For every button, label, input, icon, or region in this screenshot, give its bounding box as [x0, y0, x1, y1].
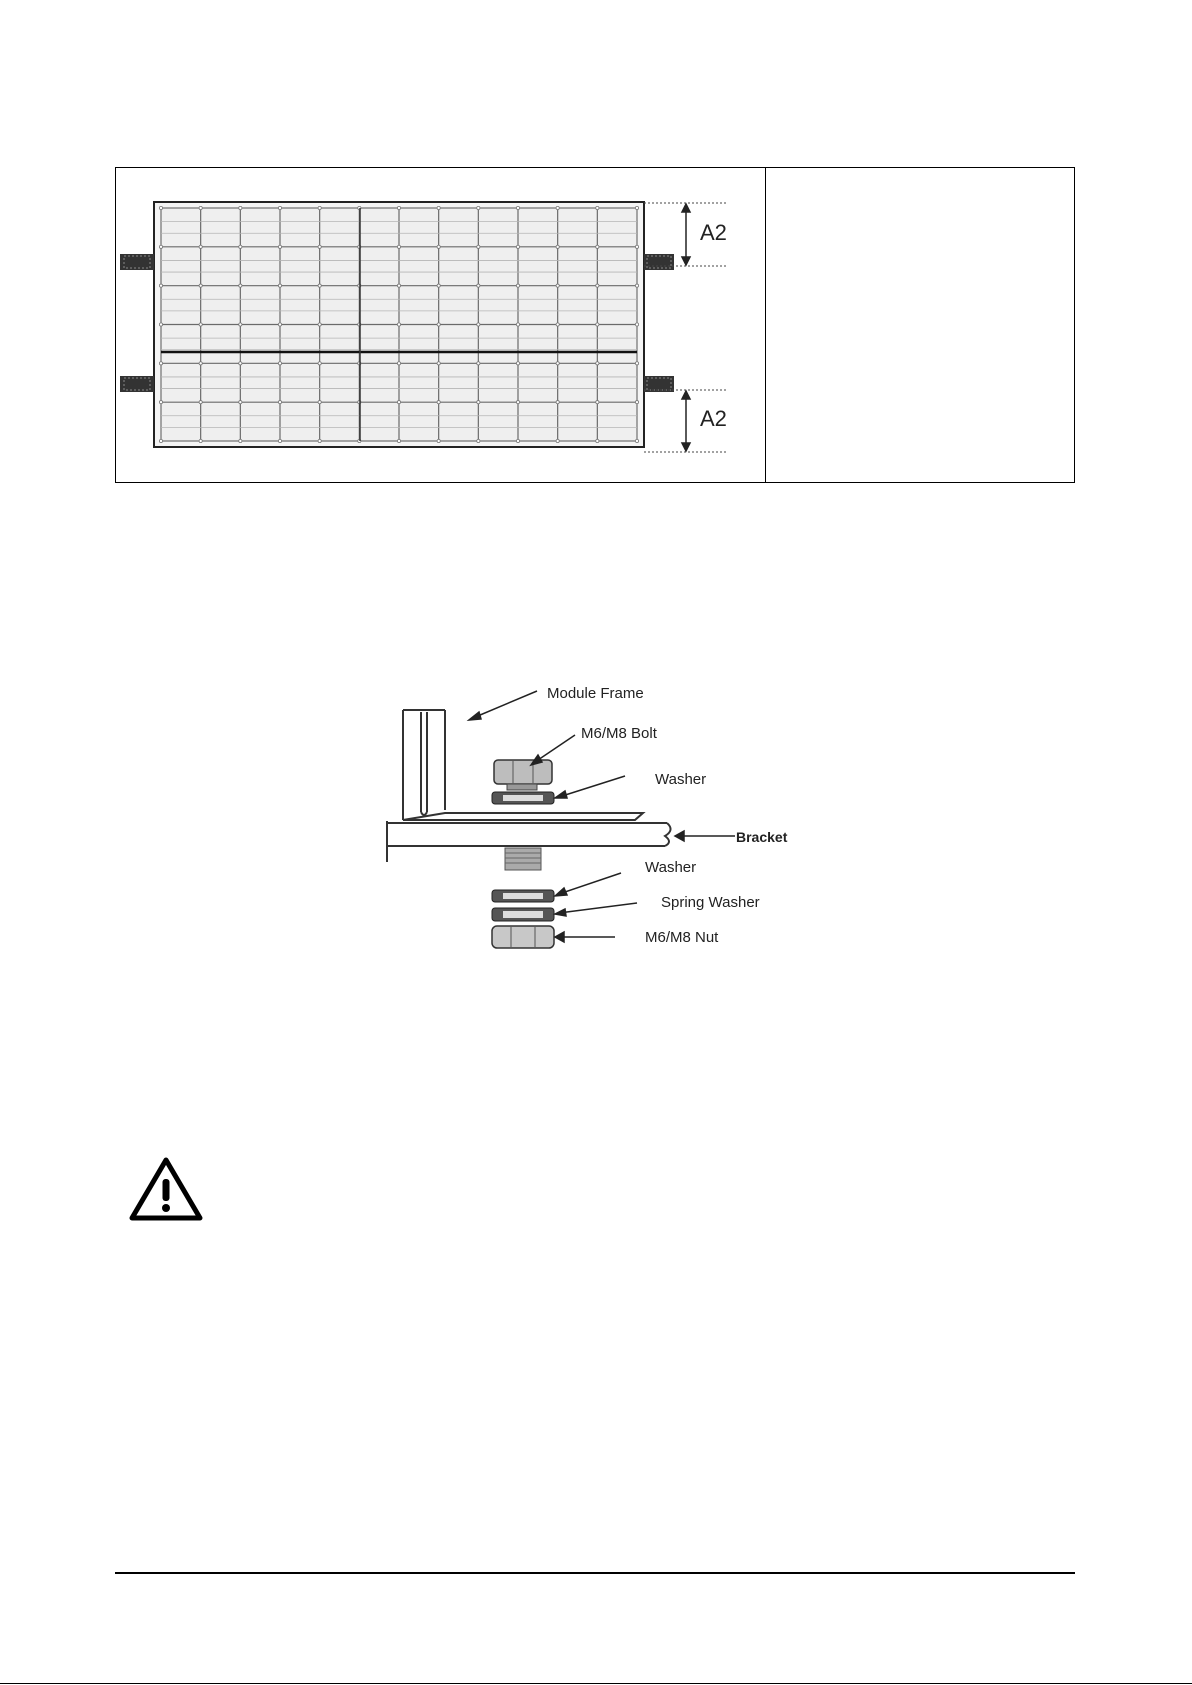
bolt-assembly-diagram	[375, 672, 800, 967]
bolt-head	[494, 760, 552, 790]
arrow-washer-top	[555, 776, 625, 798]
bottom-washer	[492, 890, 554, 902]
arrow-module-frame	[469, 691, 537, 720]
arrow-nut	[555, 932, 615, 942]
label-washer-bottom: Washer	[645, 859, 697, 876]
arrow-bolt	[531, 735, 575, 765]
label-spring-washer: Spring Washer	[661, 894, 760, 911]
label-bolt: M6/M8 Bolt	[581, 725, 657, 742]
label-module-frame: Module Frame	[547, 685, 644, 702]
bolt-shaft	[505, 848, 541, 870]
dimension-arrow-lower	[682, 391, 690, 451]
top-washer	[492, 792, 554, 804]
label-washer-top: Washer	[655, 771, 707, 788]
clamp-left-upper	[120, 254, 154, 270]
dimension-arrow-upper	[682, 204, 690, 265]
spring-washer	[492, 908, 554, 921]
footer-rule	[115, 1572, 1075, 1574]
table-column-divider	[765, 167, 766, 483]
warning-triangle-icon	[128, 1155, 204, 1223]
dimension-label-upper: A2	[700, 220, 727, 245]
page-bottom-rule	[0, 1683, 1192, 1684]
arrow-washer-bottom	[555, 873, 621, 896]
label-nut: M6/M8 Nut	[645, 929, 719, 946]
arrow-bracket	[675, 831, 735, 841]
label-bracket: Bracket	[736, 829, 788, 845]
clamp-left-lower	[120, 376, 154, 392]
dimension-label-lower: A2	[700, 406, 727, 431]
arrow-spring-washer	[555, 903, 637, 916]
clamp-right-upper	[644, 254, 674, 270]
nut	[492, 926, 554, 948]
solar-panel-diagram	[120, 190, 735, 460]
